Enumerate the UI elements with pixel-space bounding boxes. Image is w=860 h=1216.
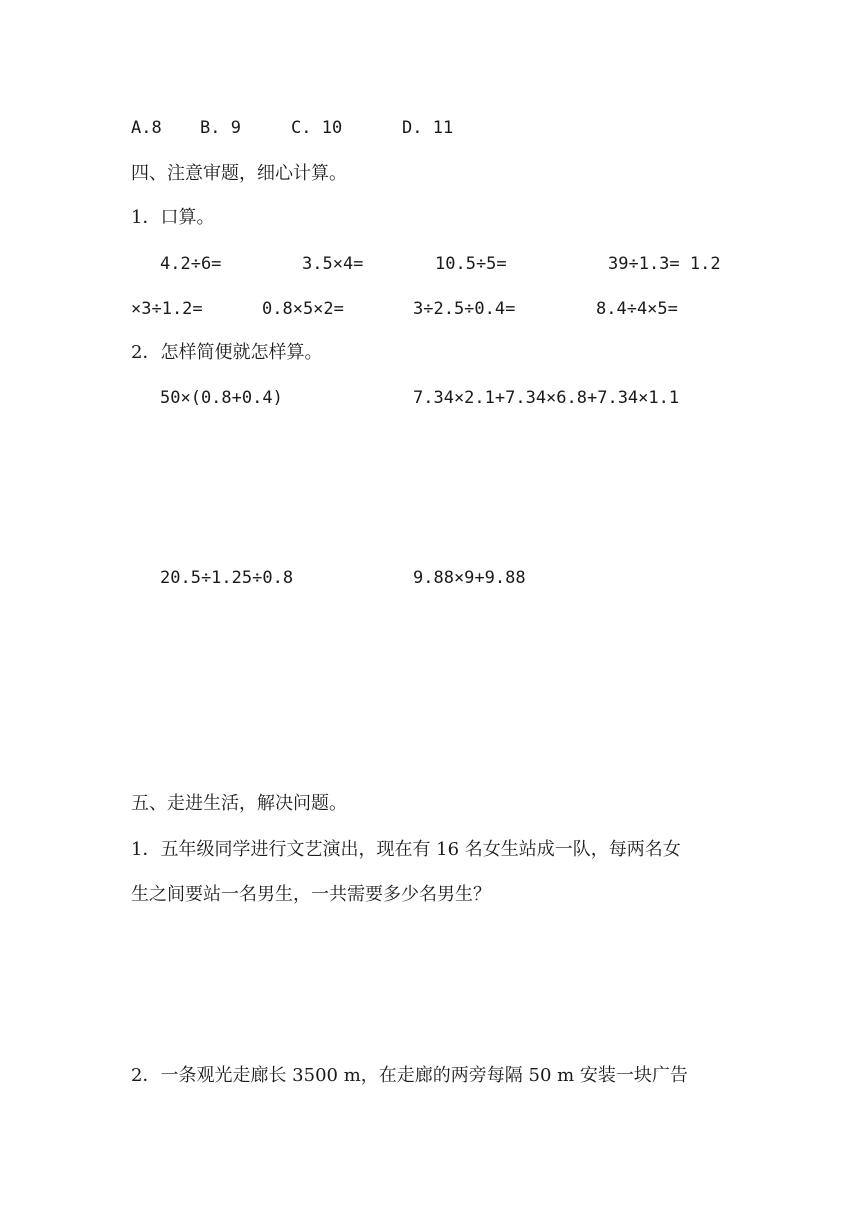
q1-label: 1．口算。 — [131, 207, 215, 228]
word-problem-1-line1: 1．五年级同学进行文艺演出，现在有 16 名女生站成一队，每两名女 — [131, 839, 681, 860]
option-c: C. 10 — [291, 118, 343, 138]
oral-calc-item: 10.5÷5= — [435, 254, 507, 274]
oral-calc-item: 39÷1.3= 1.2 — [608, 254, 721, 274]
simplify-problem: 7.34×2.1+7.34×6.8+7.34×1.1 — [413, 388, 680, 408]
oral-calc-item: 4.2÷6= — [160, 254, 222, 274]
word-problem-2-line1: 2．一条观光走廊长 3500 m，在走廊的两旁每隔 50 m 安装一块广告 — [131, 1065, 688, 1086]
oral-calc-item: 3÷2.5÷0.4= — [413, 299, 516, 319]
simplify-problem: 9.88×9+9.88 — [413, 568, 526, 588]
option-b: B. 9 — [200, 118, 241, 138]
oral-calc-item: 8.4÷4×5= — [596, 299, 678, 319]
option-a: A.8 — [131, 118, 162, 138]
simplify-problem: 50×(0.8+0.4) — [160, 388, 283, 408]
section5-heading: 五、走进生活，解决问题。 — [131, 793, 347, 814]
q2-label: 2．怎样简便就怎样算。 — [131, 342, 323, 363]
word-problem-1-line2: 生之间要站一名男生，一共需要多少名男生？ — [131, 884, 491, 905]
simplify-problem: 20.5÷1.25÷0.8 — [160, 568, 294, 588]
oral-calc-item: 3.5×4= — [302, 254, 364, 274]
oral-calc-item: 0.8×5×2= — [262, 299, 344, 319]
section4-heading: 四、注意审题，细心计算。 — [131, 163, 347, 184]
oral-calc-item: ×3÷1.2= — [131, 299, 203, 319]
option-d: D. 11 — [402, 118, 454, 138]
